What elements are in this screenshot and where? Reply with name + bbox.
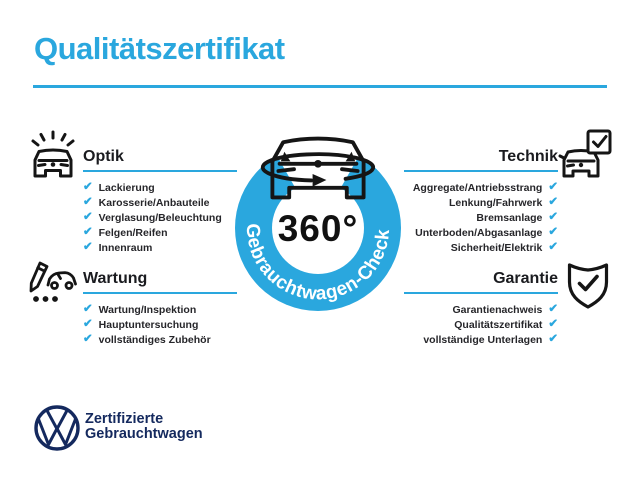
checklist-item: [83, 195, 237, 210]
checklist: [404, 302, 558, 347]
item-label: Verglasung/Beleuchtung: [98, 211, 222, 224]
degrees-label: 360°: [277, 208, 359, 249]
section-garantie: [404, 270, 558, 347]
shield-check-icon: [565, 259, 611, 313]
section-heading: Optik: [83, 148, 124, 165]
section-optik: [83, 148, 237, 255]
check-icon: ✔: [548, 226, 558, 238]
check-icon: ✔: [83, 226, 93, 238]
item-label: Bremsanlage: [476, 211, 543, 224]
item-label: Wartung/Inspektion: [98, 303, 197, 316]
section-heading: Wartung: [83, 270, 148, 287]
check-icon: ✔: [83, 196, 93, 208]
check-icon: ✔: [83, 181, 93, 193]
item-label: vollständige Unterlagen: [423, 333, 543, 346]
section-underline: [404, 170, 558, 172]
checklist-item: [404, 180, 558, 195]
check-icon: ✔: [548, 211, 558, 223]
section-underline: [83, 170, 237, 172]
pen-checklist-icon: [27, 260, 79, 312]
checklist-item: [404, 317, 558, 332]
checklist-item: [83, 240, 237, 255]
checklist-item: [404, 302, 558, 317]
check-icon: ✔: [83, 318, 93, 330]
item-label: Lackierung: [98, 181, 155, 194]
checklist-item: [83, 225, 237, 240]
checklist-item: [83, 210, 237, 225]
check-icon: ✔: [83, 303, 93, 315]
ring-label: Gebrauchtwagen-Check: [241, 223, 395, 305]
check-icon: ✔: [83, 211, 93, 223]
item-label: Aggregate/Antriebsstrang: [412, 181, 543, 194]
checklist-item: [83, 332, 237, 347]
checklist-item: [83, 302, 237, 317]
check-icon: ✔: [548, 333, 558, 345]
checklist-item: [83, 180, 237, 195]
item-label: Hauptuntersuchung: [98, 318, 199, 331]
checklist-item: [404, 332, 558, 347]
item-label: Lenkung/Fahrwerk: [449, 196, 543, 209]
checklist: [83, 302, 237, 347]
check-icon: ✔: [548, 318, 558, 330]
checklist: [404, 180, 558, 255]
item-label: Qualitätszertifikat: [454, 318, 543, 331]
section-technik: [404, 148, 558, 255]
section-heading: Technik: [498, 148, 558, 165]
item-label: Innenraum: [98, 241, 153, 254]
item-label: Felgen/Reifen: [98, 226, 168, 239]
check-icon: ✔: [548, 196, 558, 208]
section-heading: Garantie: [493, 270, 558, 287]
item-label: vollständiges Zubehör: [98, 333, 211, 346]
check-icon: ✔: [548, 181, 558, 193]
check-icon: ✔: [83, 333, 93, 345]
footer-line1: Zertifizierte: [85, 411, 164, 427]
checklist-item: [83, 317, 237, 332]
footer-line2: Gebrauchtwagen: [85, 426, 203, 442]
check-icon: ✔: [548, 303, 558, 315]
title-divider: [33, 85, 607, 88]
check-icon: ✔: [83, 241, 93, 253]
checklist-item: [404, 240, 558, 255]
section-wartung: [83, 270, 237, 347]
checklist-item: [404, 210, 558, 225]
car-checkbox-icon: [558, 127, 614, 183]
item-label: Unterboden/Abgasanlage: [415, 226, 543, 239]
check-icon: ✔: [548, 241, 558, 253]
checklist-item: [404, 195, 558, 210]
checklist: [83, 180, 237, 255]
section-underline: [404, 292, 558, 294]
page-title: Qualitätszertifikat: [34, 31, 285, 66]
item-label: Karosserie/Anbauteile: [98, 196, 210, 209]
footer-brand-text: [85, 412, 203, 442]
checklist-item: [404, 225, 558, 240]
car-shine-icon: [27, 129, 79, 181]
section-underline: [83, 292, 237, 294]
vw-logo: [32, 403, 82, 453]
item-label: Garantienachweis: [452, 303, 543, 316]
item-label: Sicherheit/Elektrik: [450, 241, 543, 254]
